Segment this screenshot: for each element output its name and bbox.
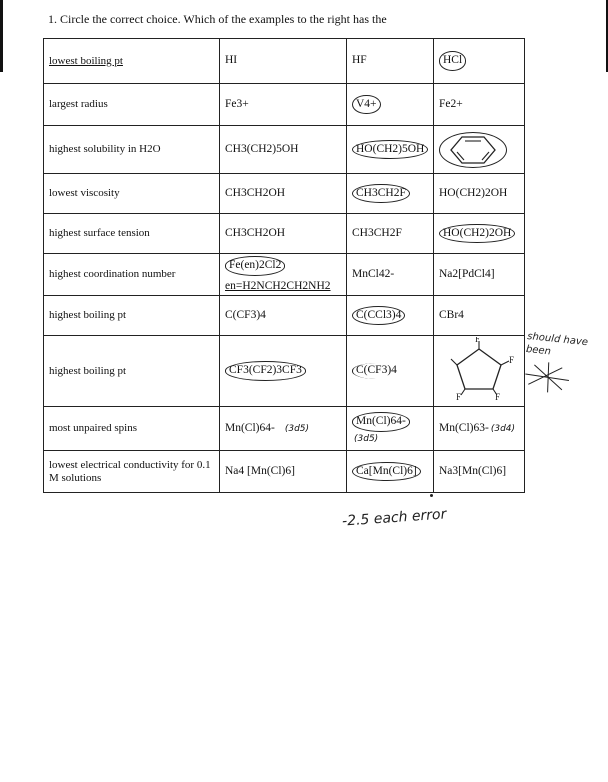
choice-text: HI: [225, 54, 238, 67]
choice-c-cell[interactable]: [434, 254, 525, 296]
table-row: [44, 407, 525, 451]
choice-text: HF: [352, 54, 367, 67]
choice-text: CBr4: [439, 308, 464, 321]
criterion-cell: most unpaired spins: [44, 407, 220, 451]
fluorinated-pentagon-icon: [439, 337, 519, 405]
table-row: [44, 126, 525, 174]
choice-text: CH3CH2OH: [225, 186, 286, 199]
choice-c-cell[interactable]: [434, 174, 525, 214]
choice-text: CH3CH2OH: [225, 226, 286, 239]
circled-answer: HCl: [439, 51, 466, 70]
page-edge-mark-left: [0, 0, 3, 72]
table-row: [44, 451, 525, 493]
svg-text:F: F: [495, 391, 501, 401]
stray-mark: [430, 494, 433, 497]
choice-c-cell[interactable]: [434, 296, 525, 336]
choice-text: Fe2+: [439, 97, 463, 110]
choice-text: C(CF3)4: [352, 363, 400, 378]
choice-text: Na3[Mn(Cl)6]: [439, 464, 507, 477]
circled-answer: HO(CH2)5OH: [352, 140, 428, 159]
handwritten-note: (3d5): [284, 423, 310, 434]
fluorinated-pentagon-icon: [439, 337, 519, 401]
criterion-cell: largest radius: [44, 84, 220, 126]
choice-b-cell[interactable]: [347, 336, 434, 407]
choice-a-cell[interactable]: [220, 336, 347, 407]
choice-text: MnCl42-: [352, 267, 395, 280]
table-row: [44, 254, 525, 296]
criterion-cell: highest solubility in H2O: [44, 126, 220, 174]
criterion-cell: [44, 39, 220, 84]
choice-text: HO(CH2)2OH: [439, 186, 508, 199]
circled-answer: Mn(Cl)64-: [352, 412, 410, 431]
choice-c-cell[interactable]: [434, 214, 525, 254]
choice-a-cell[interactable]: [220, 451, 347, 493]
choice-text: Fe3+: [225, 97, 249, 110]
circled-answer: Fe(en)2Cl2: [225, 256, 285, 275]
crossed-structure-sketch-icon: [522, 358, 575, 397]
choice-b-cell[interactable]: [347, 126, 434, 174]
circled-answer: V4+: [352, 95, 381, 114]
circled-answer: HO(CH2)2OH: [439, 224, 515, 243]
circled-answer: Ca[Mn(Cl)6]: [352, 462, 421, 481]
criterion-cell: highest boiling pt: [44, 336, 220, 407]
choice-a-cell[interactable]: [220, 407, 347, 451]
table-row: [44, 296, 525, 336]
choice-a-cell[interactable]: [220, 254, 347, 296]
choice-text: CH3(CH2)5OH: [225, 142, 299, 155]
criterion-cell: lowest viscosity: [44, 174, 220, 214]
table-row: [44, 84, 525, 126]
choice-b-cell[interactable]: [347, 214, 434, 254]
choice-text: Mn(Cl)63-: [439, 421, 489, 434]
choice-a-cell[interactable]: [220, 39, 347, 84]
choice-b-cell[interactable]: [347, 451, 434, 493]
circled-answer: CF3(CF2)3CF3: [225, 361, 306, 380]
choice-c-cell[interactable]: [434, 336, 525, 407]
handwritten-note: (3d4): [490, 423, 516, 434]
table-row: [44, 214, 525, 254]
margin-note-text: should have been: [525, 330, 589, 358]
choice-b-cell[interactable]: [347, 407, 434, 451]
table-row: [44, 39, 525, 84]
table-row: [44, 336, 525, 407]
choice-b-cell[interactable]: [347, 39, 434, 84]
choice-c-cell[interactable]: [434, 451, 525, 493]
grading-comment: -2.5 each error: [341, 506, 447, 530]
criterion-cell: highest surface tension: [44, 214, 220, 254]
benzene-ring-icon: [439, 132, 507, 168]
choice-c-cell[interactable]: [434, 126, 525, 174]
circled-answer: C(CCl3)4: [352, 306, 405, 325]
criterion-cell: lowest electrical conductivity for 0.1 M solutions: [44, 451, 220, 493]
choice-b-cell[interactable]: [347, 174, 434, 214]
handwritten-note: (3d5): [354, 433, 379, 444]
criterion-cell: highest coordination number: [44, 254, 220, 296]
question-prompt: 1. Circle the correct choice. Which of the examples to the right has the: [48, 12, 387, 26]
choice-a-cell[interactable]: [220, 174, 347, 214]
svg-text:F: F: [509, 354, 515, 365]
choice-a-cell[interactable]: [220, 214, 347, 254]
choice-text: CH3CH2F: [352, 226, 402, 239]
choice-text: C(CF3)4: [225, 308, 266, 321]
answer-table: [43, 38, 525, 493]
choice-b-cell[interactable]: [347, 296, 434, 336]
svg-text:F: F: [456, 391, 462, 401]
choice-a-cell[interactable]: [220, 126, 347, 174]
table-row: [44, 174, 525, 214]
circled-answer: CH3CH2F: [352, 184, 410, 203]
benzene-ring-icon: [440, 133, 506, 167]
choice-b-cell[interactable]: [347, 254, 434, 296]
criterion-cell: highest boiling pt: [44, 296, 220, 336]
choice-text: Na4 [Mn(Cl)6]: [225, 464, 295, 477]
choice-c-cell[interactable]: [434, 39, 525, 84]
choice-text: Na2[PdCl4]: [439, 267, 495, 280]
choice-a-cell[interactable]: [220, 84, 347, 126]
choice-text: Mn(Cl)64-: [225, 421, 275, 434]
choice-b-cell[interactable]: [347, 84, 434, 126]
svg-text:F: F: [475, 336, 481, 344]
criterion-text: lowest boiling pt: [49, 54, 123, 67]
choice-a-cell[interactable]: [220, 296, 347, 336]
margin-handwritten-note: [522, 330, 604, 400]
choice-c-cell[interactable]: [434, 407, 525, 451]
ligand-definition: en=H2NCH2CH2NH2: [225, 279, 331, 292]
choice-c-cell[interactable]: [434, 84, 525, 126]
